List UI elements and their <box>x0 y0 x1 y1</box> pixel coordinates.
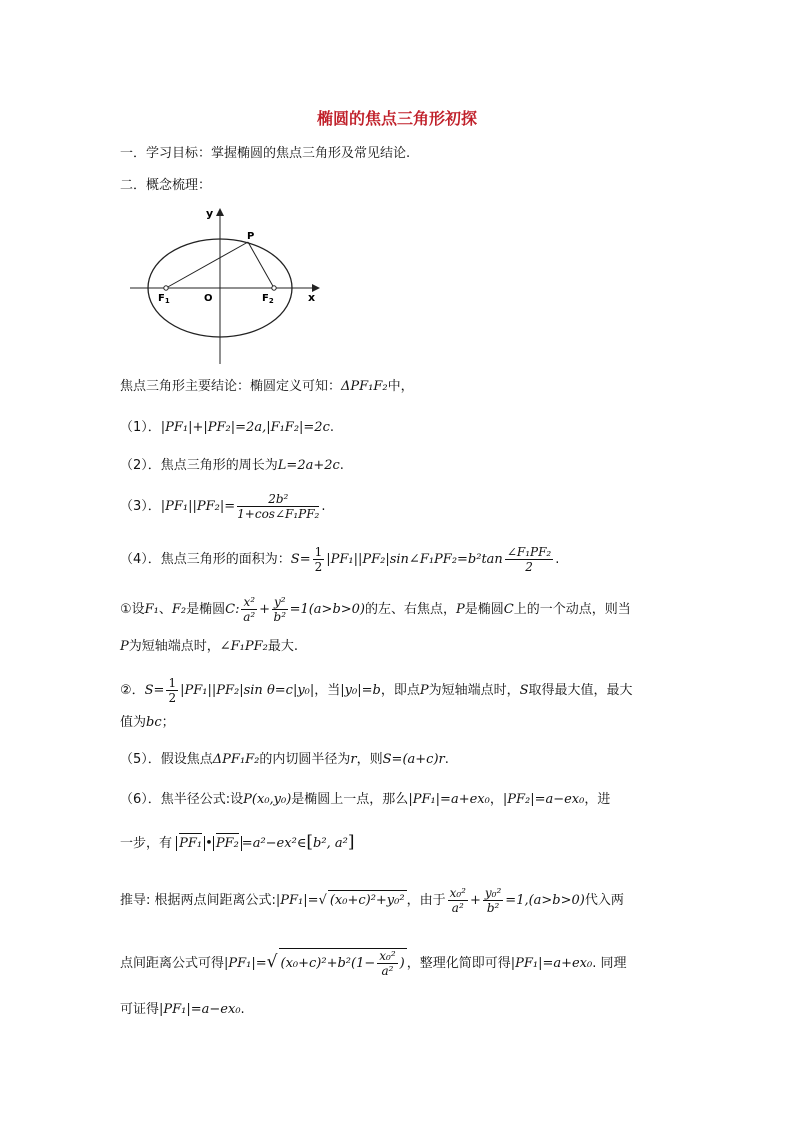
right-bracket: ] <box>347 832 355 852</box>
vector-pf1-magnitude <box>176 836 205 851</box>
text: 点间距离公式可得 <box>120 956 225 971</box>
fraction-numerator: x₀² <box>449 886 466 900</box>
text: 假设焦点 <box>160 752 213 767</box>
intro-text: 焦点三角形主要结论：椭圆定义可知： <box>120 379 342 394</box>
derivation-line-2 <box>120 948 627 978</box>
theta-symbol: θ <box>266 683 275 698</box>
item-6-line-1 <box>120 790 610 810</box>
text: 推导: 根据两点间距离公式: <box>120 893 276 908</box>
formula: |y₀|=b <box>340 683 381 698</box>
plus-sign: + <box>259 602 270 617</box>
item-text: 焦点三角形的面积为： <box>160 552 291 567</box>
text: 的左、右焦点， <box>365 602 457 617</box>
text: 是椭圆 <box>186 602 226 617</box>
text: 上的一个动点，则当 <box>513 602 631 617</box>
formula: |PF₁|= <box>275 893 319 908</box>
formula: |PF₁|+|PF₂|=2a,|F₁F₂|=2c <box>160 420 330 435</box>
period: . <box>444 752 449 767</box>
period: . <box>240 1002 245 1017</box>
focus-f2-point <box>272 286 276 290</box>
derivation-line-3 <box>120 1000 245 1020</box>
text: 最大. <box>267 639 299 654</box>
condition: =1(a>b>0) <box>289 602 365 617</box>
fraction-denominator: b² <box>486 901 500 915</box>
fraction-x <box>448 886 468 915</box>
triangle-symbol: ΔPF₁F₂ <box>212 752 260 767</box>
p-symbol: P <box>456 602 465 617</box>
f1-symbol: F₁ <box>144 602 159 617</box>
note-2-line-1 <box>120 676 633 705</box>
triangle-symbol: ΔPF₁F₂ <box>341 379 388 394</box>
item-number: （2）． <box>120 458 161 473</box>
point-p-label: P <box>247 231 255 242</box>
angle-symbol: ∠F₁PF₂ <box>219 639 268 654</box>
interval: b², a² <box>313 836 348 851</box>
fraction-denominator: 2 <box>168 691 177 705</box>
vector-label: PF₁ <box>179 836 203 851</box>
text: ，当 <box>314 683 341 698</box>
formula: |PF₁|=a+ex₀ <box>408 792 490 807</box>
segment-pf1 <box>166 242 248 288</box>
s-symbol: S= <box>144 683 165 698</box>
text: 可证得 <box>120 1002 160 1017</box>
y-axis-arrow <box>216 208 224 216</box>
fraction-denominator: a² <box>381 964 394 978</box>
sqrt-sign: √ <box>266 952 278 972</box>
text: 的内切圆半径为 <box>259 752 351 767</box>
period: . <box>555 552 560 567</box>
formula: =c|y₀| <box>274 683 315 698</box>
fraction-numerator: x₀² <box>379 949 396 963</box>
text: ，即点 <box>380 683 420 698</box>
fraction-angle <box>505 545 553 574</box>
item-5 <box>120 750 449 770</box>
text: 取得最大值，最大 <box>528 683 633 698</box>
text: ； <box>161 715 175 730</box>
vector-arrow <box>179 833 202 834</box>
sqrt-body-part: ) <box>399 956 405 971</box>
item-1 <box>120 418 334 438</box>
fraction-half <box>166 676 178 705</box>
text: ，整理化简即可得 <box>406 956 511 971</box>
fraction-numerator: 1 <box>314 545 323 559</box>
fraction-numerator: x² <box>243 595 256 609</box>
text: 是椭圆 <box>464 602 504 617</box>
item-text: 焦点三角形的周长为 <box>160 458 278 473</box>
y-axis-label: y <box>206 207 214 220</box>
f1-label: $F_1$ <box>158 293 170 305</box>
item-number: （4）． <box>120 552 161 567</box>
fraction-denominator: a² <box>451 901 464 915</box>
item-number: （5）． <box>120 752 161 767</box>
item-number: （3）． <box>120 499 161 514</box>
p-symbol: P <box>419 683 429 698</box>
condition: =1,(a>b>0) <box>505 893 585 908</box>
formula: |PF₁||PF₂|sin <box>180 683 263 698</box>
r-symbol: r <box>350 752 357 767</box>
note-1-line-1 <box>120 595 631 624</box>
formula-middle: |PF₁||PF₂|sin∠F₁PF₂=b²tan <box>326 552 503 567</box>
fraction-x <box>241 595 257 624</box>
item-number: （6）． <box>120 792 161 807</box>
fraction-denominator: 2 <box>314 560 323 574</box>
vector-label: PF₂ <box>215 836 239 851</box>
intro-line <box>120 377 414 397</box>
ellipse-symbol: C: <box>225 602 240 617</box>
formula: =a²−ex²∈ <box>241 836 307 851</box>
bc-symbol: bc <box>146 715 162 730</box>
plus-sign: + <box>469 893 481 908</box>
formula: |PF₂|=a−ex₀ <box>502 792 585 807</box>
segment-pf2 <box>248 242 274 288</box>
fraction-denominator: 2 <box>525 560 533 574</box>
note-2-line-2 <box>120 713 175 733</box>
formula-lhs: S= <box>290 552 311 567</box>
learning-goal <box>120 144 410 164</box>
formula: L=2a+2c <box>277 458 340 473</box>
s-symbol: S <box>519 683 529 698</box>
dot-product: • <box>205 836 213 851</box>
ellipse-diagram <box>120 200 330 370</box>
fraction <box>237 492 319 521</box>
fraction-y <box>483 886 503 915</box>
focus-f1-point <box>164 286 168 290</box>
text: ，由于 <box>406 893 446 908</box>
fraction-half <box>313 545 325 574</box>
text: 一步，有 <box>120 836 173 851</box>
period: . <box>329 420 335 435</box>
vector-arrow <box>216 833 239 834</box>
item-number: （1）． <box>120 420 161 435</box>
fraction-numerator: y² <box>273 595 286 609</box>
item-4 <box>120 545 559 574</box>
fraction-y <box>272 595 288 624</box>
item-6-line-2 <box>120 832 354 854</box>
text: ， <box>489 792 503 807</box>
text: ②． <box>120 683 145 698</box>
period: . <box>321 499 326 514</box>
sqrt-body: (x₀+c)²+y₀² <box>328 890 407 911</box>
sqrt-sign: √ <box>318 893 327 908</box>
formula-lhs: |PF₁||PF₂|= <box>160 499 236 514</box>
text: 焦半径公式:设 <box>160 792 244 807</box>
item-2 <box>120 456 344 476</box>
item-3 <box>120 492 326 521</box>
text: ，进 <box>584 792 611 807</box>
formula: |PF₁|=a+ex₀ <box>510 956 593 971</box>
vector-pf2-magnitude <box>213 836 242 851</box>
text: 、 <box>158 602 172 617</box>
c-symbol: C <box>503 602 514 617</box>
text: 值为 <box>120 715 147 730</box>
section-label: 一．学习目标： <box>120 146 212 161</box>
period: . <box>339 458 344 473</box>
f2-symbol: F₂ <box>171 602 187 617</box>
fraction-numerator: 2b² <box>237 492 319 507</box>
fraction-numerator: ∠F₁PF₂ <box>506 545 552 559</box>
f2-label: $F_2$ <box>262 293 274 305</box>
point-formula: P(x₀,y₀) <box>243 792 292 807</box>
fraction-denominator: b² <box>273 610 287 624</box>
fraction-denominator: 1+cos∠F₁PF₂ <box>237 507 320 521</box>
text: ①设 <box>120 602 145 617</box>
derivation-line-1 <box>120 886 624 915</box>
formula: |PF₁|=a−ex₀ <box>159 1002 241 1017</box>
p-symbol: P <box>120 639 129 654</box>
text: . 同理 <box>592 956 627 971</box>
fraction-denominator: a² <box>243 610 256 624</box>
section-text: 掌握椭圆的焦点三角形及常见结论. <box>211 146 411 161</box>
origin-label: O <box>204 293 213 304</box>
formula: S=(a+c)r <box>382 752 445 767</box>
concept-heading: 二．概念梳理： <box>120 178 212 193</box>
fraction-numerator: y₀² <box>484 886 502 900</box>
formula: |PF₁|= <box>224 956 267 971</box>
text: 为短轴端点时， <box>428 683 520 698</box>
x-axis-label: x <box>308 291 316 304</box>
fraction-numerator: 1 <box>168 676 177 690</box>
page-title: 椭圆的焦点三角形初探 <box>316 109 477 128</box>
left-bracket: [ <box>306 832 314 852</box>
text: ，则 <box>356 752 383 767</box>
fraction <box>377 949 397 978</box>
intro-tail: 中， <box>387 379 414 394</box>
note-1-line-2 <box>120 637 298 657</box>
text: 是椭圆上一点，那么 <box>291 792 409 807</box>
text: 为短轴端点时， <box>128 639 220 654</box>
sqrt-body-part: (x₀+c)²+b²(1− <box>280 956 376 971</box>
sqrt-body <box>279 948 407 978</box>
text: 代入两 <box>584 893 624 908</box>
